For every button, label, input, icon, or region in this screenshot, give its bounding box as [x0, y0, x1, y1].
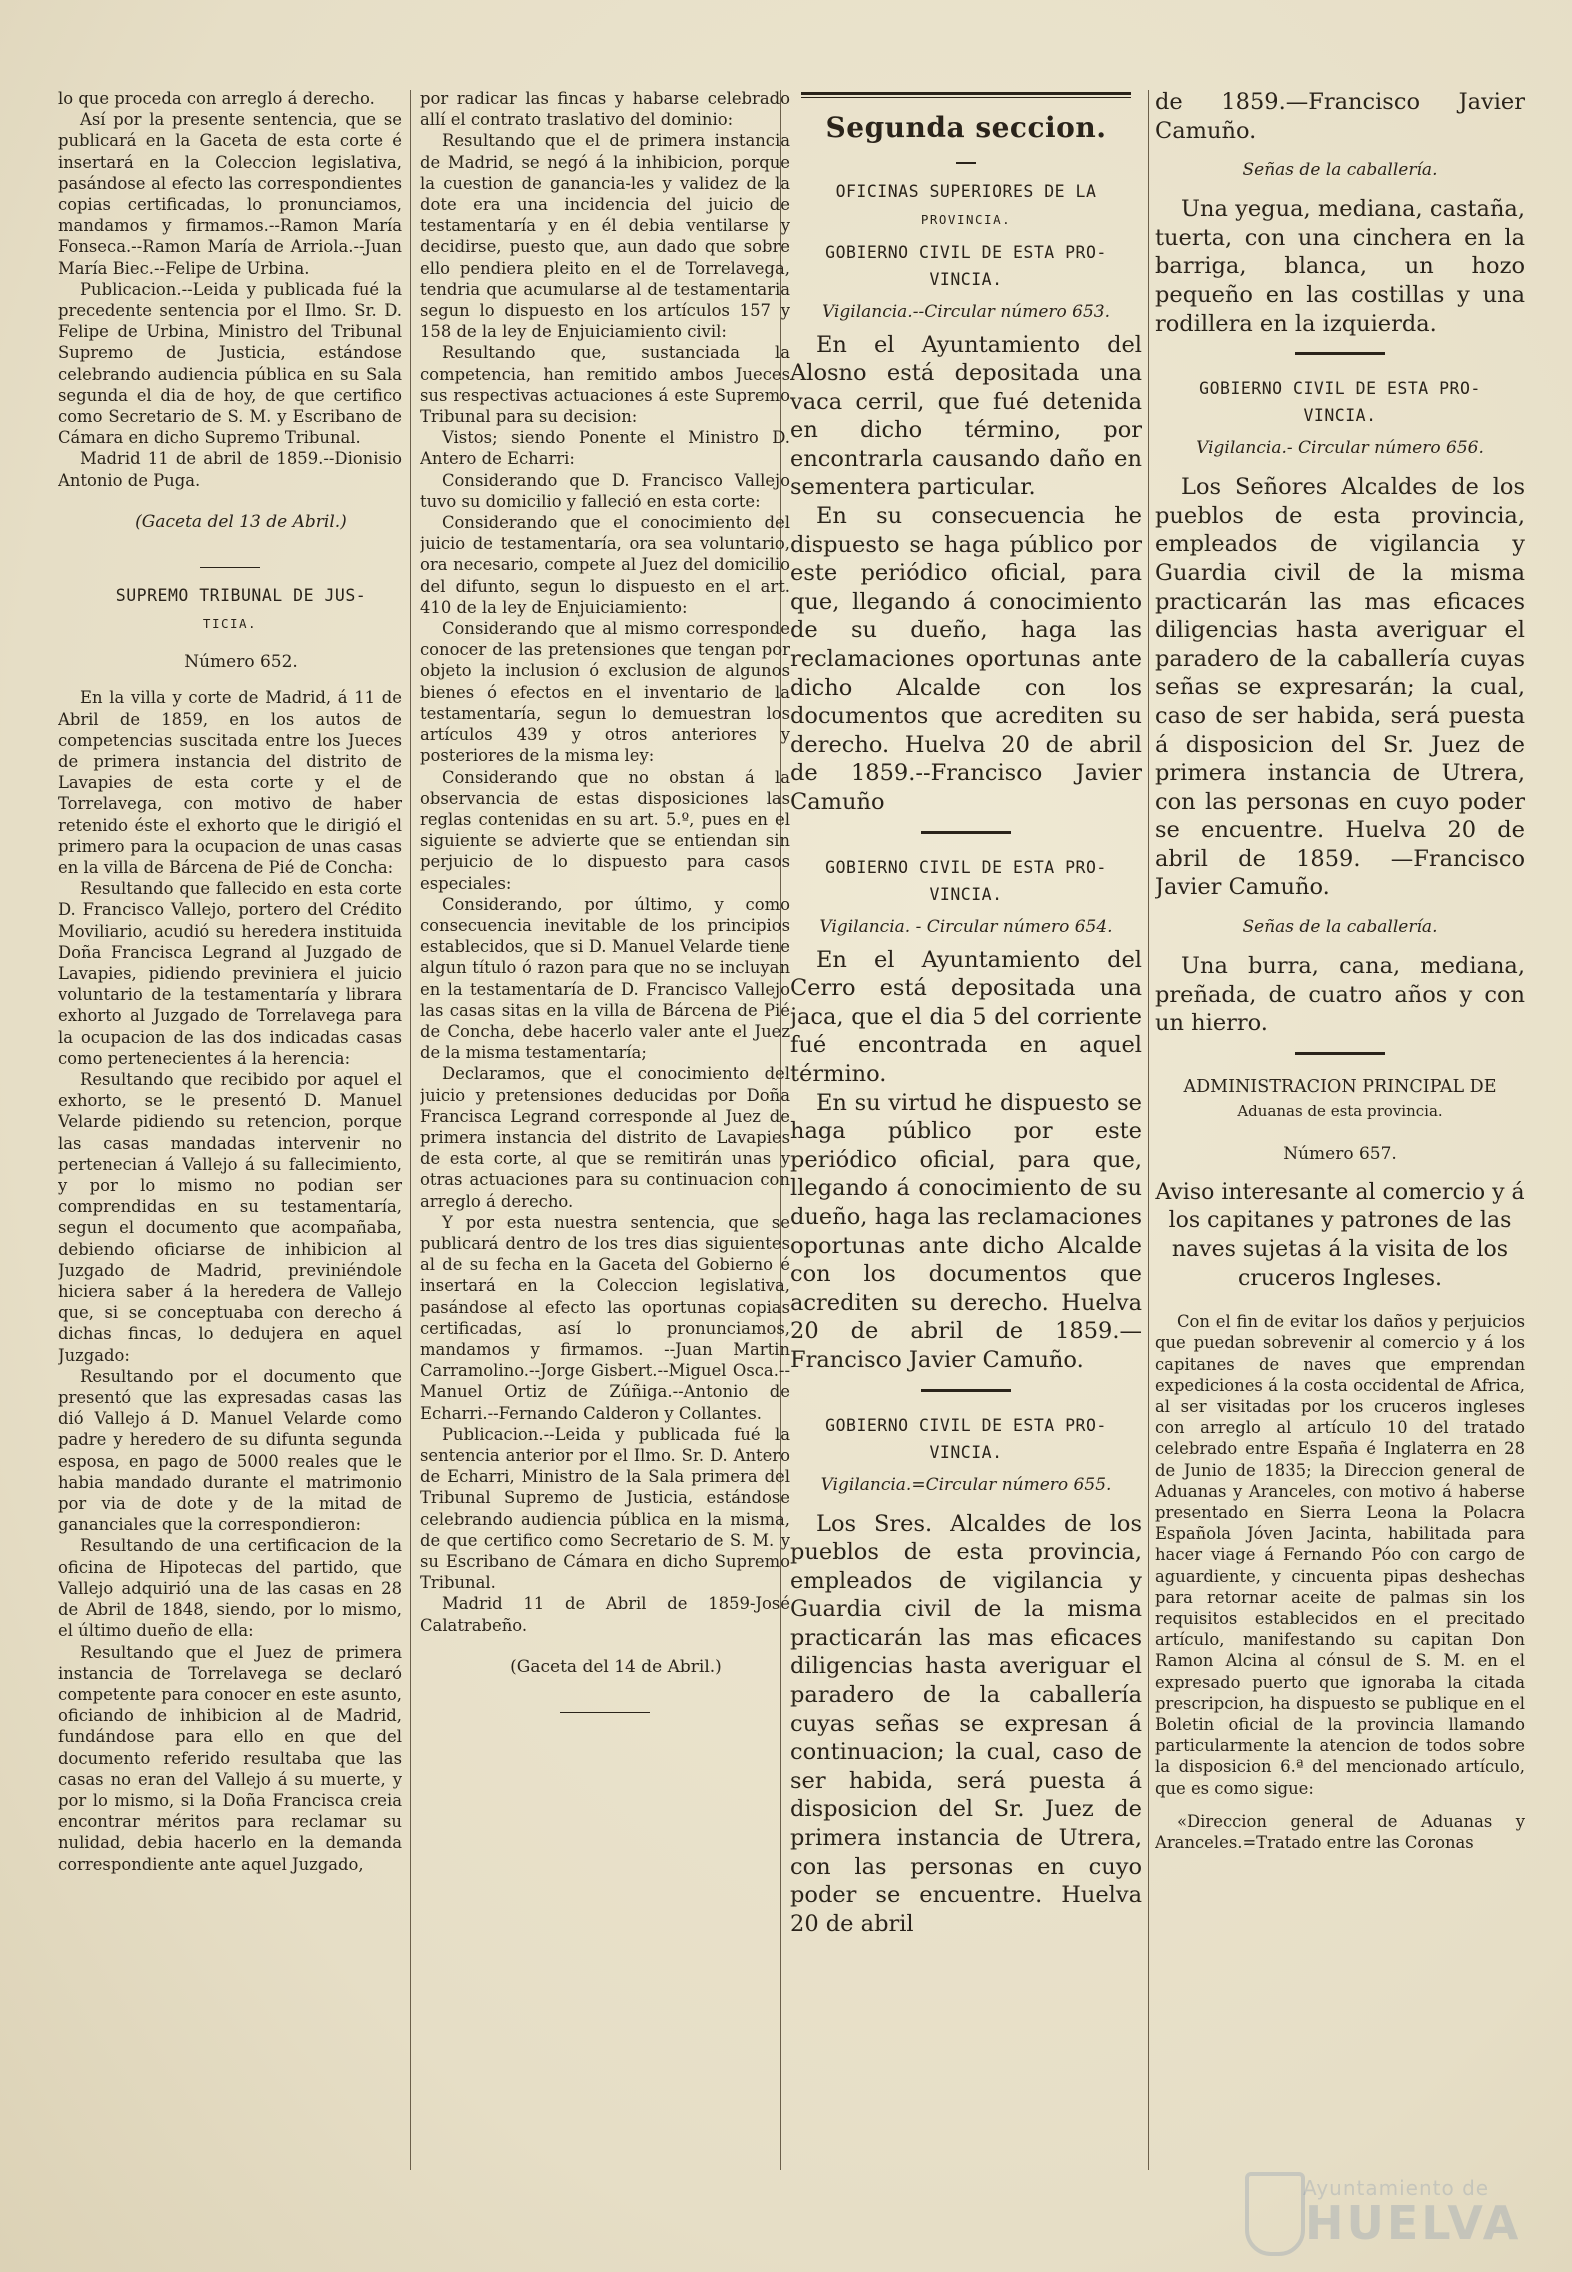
section-heading: GOBIERNO CIVIL DE ESTA PRO- VINCIA.: [825, 242, 1107, 289]
paragraph: Así por la presente sentencia, que se publicará en la Gaceta de esta corte é insertará en la Coleccion legislativa, pasándose al efecto las correspondientes copias certificadas, lo pronunciamos, mandamos y firmamos.--Ramon María Fonseca.--Ramon María de Arriola.--Juan María Biec.--Felipe de Urbina.: [58, 110, 402, 278]
paragraph: En el Ayuntamiento del Cerro está depositada una jaca, que el dia 5 del corriente fué encontrada en aquel término.: [790, 946, 1142, 1087]
paragraph: En la villa y corte de Madrid, á 11 de Abril de 1859, en los autos de competencias suscitada entre los Jueces de primera instancia del distrito de Lavapies de esta corte y el de Torrelavega, con motivo de haber retenido éste el exhorto que le dirigió el primero para la ocupacion de unas casas en la villa de Bárcena de Pié de Concha:: [58, 688, 402, 877]
paragraph: En su virtud he dispuesto se haga público por este periódico oficial, para que, llegando á conocimiento de su dueño, haga las reclamaciones oportunas ante dicho Alcalde con los documentos que acrediten su derecho. Huelva 20 de abril de 1859.—Francisco Javier Camuño.: [790, 1089, 1142, 1373]
section-heading: OFICINAS SUPERIORES DE LA PROVINCIA.: [835, 181, 1097, 227]
paragraph: Resultando que el Juez de primera instancia de Torrelavega se declaró competente para conocer en este asunto, oficiando de inhibicion al de Madrid, fundándose para ello en que del documento referido resultaba que las casas no eran del Vallejo á su muerte, y por lo mismo, si la Doña Francisca creia encontrar méritos para reclamar su nulidad, debia hacerlo en la demanda correspondiente ante aquel Juzgado,: [58, 1642, 402, 1874]
numero-label: Número 652.: [184, 652, 298, 673]
gaceta-citation: (Gaceta del 14 de Abril.): [510, 1656, 722, 1677]
paragraph: Publicacion.--Leida y publicada fué la sentencia anterior por el Ilmo. Sr. D. Antero de Echarri, Ministro de la Sala primera del Tribunal Supremo de Justicia, estándose celebrando audiencia pública en la misma, de que certifico como Secretario de S. M. y su Escribano de Cámara en dicho Supremo Tribunal.: [420, 1424, 790, 1593]
circular-label: Vigilancia.=Circular número 655.: [820, 1474, 1112, 1495]
column-1: [58, 88, 402, 2168]
circular-label: Vigilancia.--Circular número 653.: [821, 301, 1111, 322]
column-divider: [410, 90, 411, 2170]
separator: [1295, 1052, 1385, 1055]
paragraph: Considerando que D. Francisco Vallejo tuvo su domicilio y falleció en esta corte:: [420, 470, 790, 511]
paragraph: Resultando de una certificacion de la oficina de Hipotecas del partido, que Vallejo adquirió una de las casas en 28 de Abril de 1848, siendo, por lo mismo, el último dueño de ella:: [58, 1536, 402, 1641]
section-heading: GOBIERNO CIVIL DE ESTA PRO- VINCIA.: [1199, 379, 1481, 426]
separator: [921, 831, 1011, 834]
paragraph: Considerando, por último, y como consecuencia inevitable de los principios establecidos, que si D. Manuel Velarde tiene algun título ó razon para que no se incluyan en la testamentaría de D. Francisco Vallejo las casas sitas en la villa de Bárcena de Pié de Concha, debe hacerlo valer ante el Juez de la misma testamentaría;: [420, 894, 790, 1063]
paragraph: Con el fin de evitar los daños y perjuicios que puedan sobrevenir al comercio y á los capitanes de naves que emprendan expediciones á la costa occidental de Africa, al ser visitadas por los cruceros ingleses con arreglo al artículo 10 del tratado celebrado entre España é Inglaterra en 28 de Junio de 1835; la Direccion general de Aduanas y Aranceles, con motivo á haberse presentado en Sierra Leona la Polacra Española Jóven Jacinta, habilitada para hacer viage á Fernando Póo con cargo de aguardiente, y cincuenta pipas deshechas para retornar aceite de palmas sin los requisitos establecidos en el precitado artículo, manifestando su capitan Don Ramon Alcina al cónsul de S. M. en el expresado puerto que ignoraba la citada prescripcion, ha dispuesto se publique en el Boletin oficial de la provincia llamando particularmente la atencion de todos sobre la disposicion 6.ª del mencionado artículo, que es como sigue:: [1155, 1312, 1525, 1798]
paragraph: Resultando que recibido por aquel el exhorto, se le presentó D. Manuel Velarde pidiendo su retencion, porque las casas mandadas intervenir no pertenecian á Vallejo á su fallecimiento, y por lo mismo no podian ser comprendidas en su testamentaría, segun el documento que acompañaba, debiendo oficiarse de inhibicion al Juzgado de Madrid, previniéndole hiciera saber á la heredera de Vallejo que, si se conceptuaba con derecho á dichas fincas, lo dedujera en aquel Juzgado:: [58, 1070, 402, 1365]
watermark-logo: [1245, 2168, 1535, 2258]
paragraph: Declaramos, que el conocimiento del juicio y pretensiones deducidas por Doña Francisca Legrand corresponde al Juez de primera instancia del distrito de Lavapies de esta corte, al que se remitirán unas y otras actuaciones para su continuacion con arreglo á derecho.: [420, 1064, 790, 1211]
watermark-text: Ayuntamiento de: [1303, 2176, 1490, 2200]
column-3: [790, 88, 1142, 2168]
numero-label: Número 657.: [1283, 1143, 1397, 1164]
circular-label: Vigilancia. - Circular número 654.: [819, 916, 1113, 937]
paragraph: Madrid 11 de Abril de 1859-José Calatrabeño.: [420, 1594, 790, 1635]
coat-of-arms-icon: [1245, 2172, 1305, 2256]
paragraph: Resultando que, sustanciada la competencia, han remitido ambos Jueces sus respectivas actuaciones á este Supremo Tribunal para su decision:: [420, 343, 790, 427]
paragraph: «Direccion general de Aduanas y Aranceles.=Tratado entre las Coronas: [1155, 1811, 1525, 1853]
section-heading: GOBIERNO CIVIL DE ESTA PRO- VINCIA.: [825, 1415, 1107, 1462]
paragraph: Resultando que fallecido en esta corte D. Francisco Vallejo, portero del Crédito Moviliario, acudió su heredera instituida Doña Francisca Legrand al Juzgado de Lavapies, pidiendo previniera el juicio voluntario de la testamentaría y librara exhorto al Juzgado de Torrelavega para la ocupacion de las dos indicadas casas como pertenecientes á la herencia:: [58, 879, 402, 1068]
separator: [801, 97, 1131, 98]
section-heading: ADMINISTRACION PRINCIPAL DE Aduanas de esta provincia.: [1183, 1076, 1497, 1120]
paragraph: Considerando que el conocimiento del juicio de testamentaría, ora sea voluntario, ora necesario, compete al Juez del domicilio del difunto, segun lo dispuesto en el art. 410 de la ley de Enjuiciamiento:: [420, 513, 790, 617]
separator: [956, 162, 976, 164]
paragraph: Considerando que no obstan á la observancia de estas disposiciones las reglas contenidas en su art. 5.º, pues en el siguiente se advierte que se entiendan sin perjuicio de lo dispuesto para casos especiales:: [420, 767, 790, 893]
separator: [560, 1712, 650, 1714]
paragraph: Y por esta nuestra sentencia, que se publicará dentro de los tres dias siguientes al de su fecha en la Gaceta del Gobierno é insertará en la Coleccion legislativa, pasándose al efecto las oportunas copias certificadas, así lo pronunciamos, mandamos y firmamos. --Juan Martin Carramolino.--Jorge Gisbert.--Miguel Osca.--Manuel Ortiz de Zúñiga.--Antonio de Echarri.--Fernando Calderon y Collantes.: [420, 1212, 790, 1423]
column-4: [1155, 88, 1525, 2168]
paragraph: Resultando que el de primera instancia de Madrid, se negó á la inhibicion, porque la cuestion de ganancia-les y validez de la dote era una incidencia del juicio de testamentaría y en él debia ventilarse y decidirse, puesto que, aun dado que sobre ello pendiera pleito en el de Torrelavega, tendria que acumularse al de testamentaria segun lo dispuesto en los artículos 157 y 158 de la ley de Enjuiciamiento civil:: [420, 131, 790, 342]
paragraph: lo que proceda con arreglo á derecho.: [58, 89, 375, 108]
paragraph: Resultando por el documento que presentó que las expresadas casas las dió Vallejo á D. Manuel Velarde como padre y heredero de su difunta segunda esposa, en pago de 5000 reales que le habia mandado durante el matrimonio por via de dote y de la mitad de gananciales que la correspondieron:: [58, 1366, 402, 1535]
paragraph: Considerando que al mismo corresponde conocer de las pretensiones que tengan por objeto la inclusion ó exclusion de algunos bienes ó efectos en el inventario de la testamentaría, segun lo demuestran los artículos 439 y otros anteriores y posteriores de la misma ley:: [420, 619, 790, 766]
paragraph: Los Señores Alcaldes de los pueblos de esta provincia, empleados de vigilancia y Guardia civil de la misma practicarán las mas eficaces diligencias hasta averiguar el paradero de la caballería cuyas señas se expresarán; la cual, caso de ser habida, será puesta á disposicion del Sr. Juez de primera instancia de Utrera, con las personas en cuyo poder se encuentre. Huelva 20 de abril de 1859. —Francisco Javier Camuño.: [1155, 474, 1525, 901]
column-divider: [1148, 90, 1149, 2170]
senas-heading: Señas de la caballería.: [1242, 160, 1438, 181]
separator: [921, 1389, 1011, 1392]
watermark-text: HUELVA: [1305, 2196, 1522, 2250]
aviso-heading: Aviso interesante al comercio y á los capitanes y patrones de las naves sujetas á la visita de los cruceros Ingleses.: [1155, 1179, 1525, 1291]
section-title: Segunda seccion.: [825, 111, 1107, 144]
paragraph: por radicar las fincas y habarse celebrado allí el contrato traslativo del dominio:: [420, 89, 790, 130]
paragraph: Una yegua, mediana, castaña, tuerta, con una cinchera en la barriga, blanca, un hozo pequeño en las costillas y una rodillera en la izquierda.: [1155, 196, 1525, 337]
paragraph: Publicacion.--Leida y publicada fué la precedente sentencia por el Ilmo. Sr. D. Felipe de Urbina, Ministro del Tribunal Supremo de Justicia, estándose celebrando audiencia pública en su Sala segunda el dia de hoy, de que certifico como Secretario de S. M. y Escribano de Cámara en dicho Supremo Tribunal.: [58, 279, 402, 448]
paragraph: Madrid 11 de abril de 1859.--Dionisio Antonio de Puga.: [58, 449, 402, 490]
separator: [200, 567, 260, 569]
section-heading: SUPREMO TRIBUNAL DE JUS- TICIA.: [115, 586, 367, 632]
paragraph: En su consecuencia he dispuesto se haga público por este periódico oficial, para que, llegando á conocimiento de su dueño, haga las reclamaciones oportunas ante dicho Alcalde con los documentos que acrediten su derecho. Huelva 20 de abril de 1859.--Francisco Javier Camuño: [790, 503, 1142, 815]
separator: [801, 92, 1131, 95]
gaceta-citation: (Gaceta del 13 de Abril.): [135, 511, 347, 532]
section-heading: GOBIERNO CIVIL DE ESTA PRO- VINCIA.: [825, 857, 1107, 904]
paragraph: Vistos; siendo Ponente el Ministro D. Antero de Echarri:: [420, 428, 790, 469]
paragraph: Una burra, cana, mediana, preñada, de cuatro años y con un hierro.: [1155, 953, 1525, 1037]
paragraph: Los Sres. Alcaldes de los pueblos de esta provincia, empleados de vigilancia y Guardia civil de la misma practicarán las mas eficaces diligencias hasta averiguar el paradero de la caballería cuyas señas se expresan á continuacion; la cual, caso de ser habida, será puesta á disposicion del Sr. Juez de primera instancia de Utrera, con las personas en cuyo poder se encuentre. Huelva 20 de abril: [790, 1510, 1142, 1937]
column-2: [420, 88, 790, 2168]
separator: [1295, 352, 1385, 355]
circular-label: Vigilancia.- Circular número 656.: [1196, 438, 1484, 459]
senas-heading: Señas de la caballería.: [1242, 917, 1438, 938]
paragraph: En el Ayuntamiento del Alosno está depositada una vaca cerril, que fué detenida en dicho término, por encontrarla causando daño en sementera particular.: [790, 331, 1142, 501]
paragraph: de 1859.—Francisco Javier Camuño.: [1155, 89, 1525, 144]
